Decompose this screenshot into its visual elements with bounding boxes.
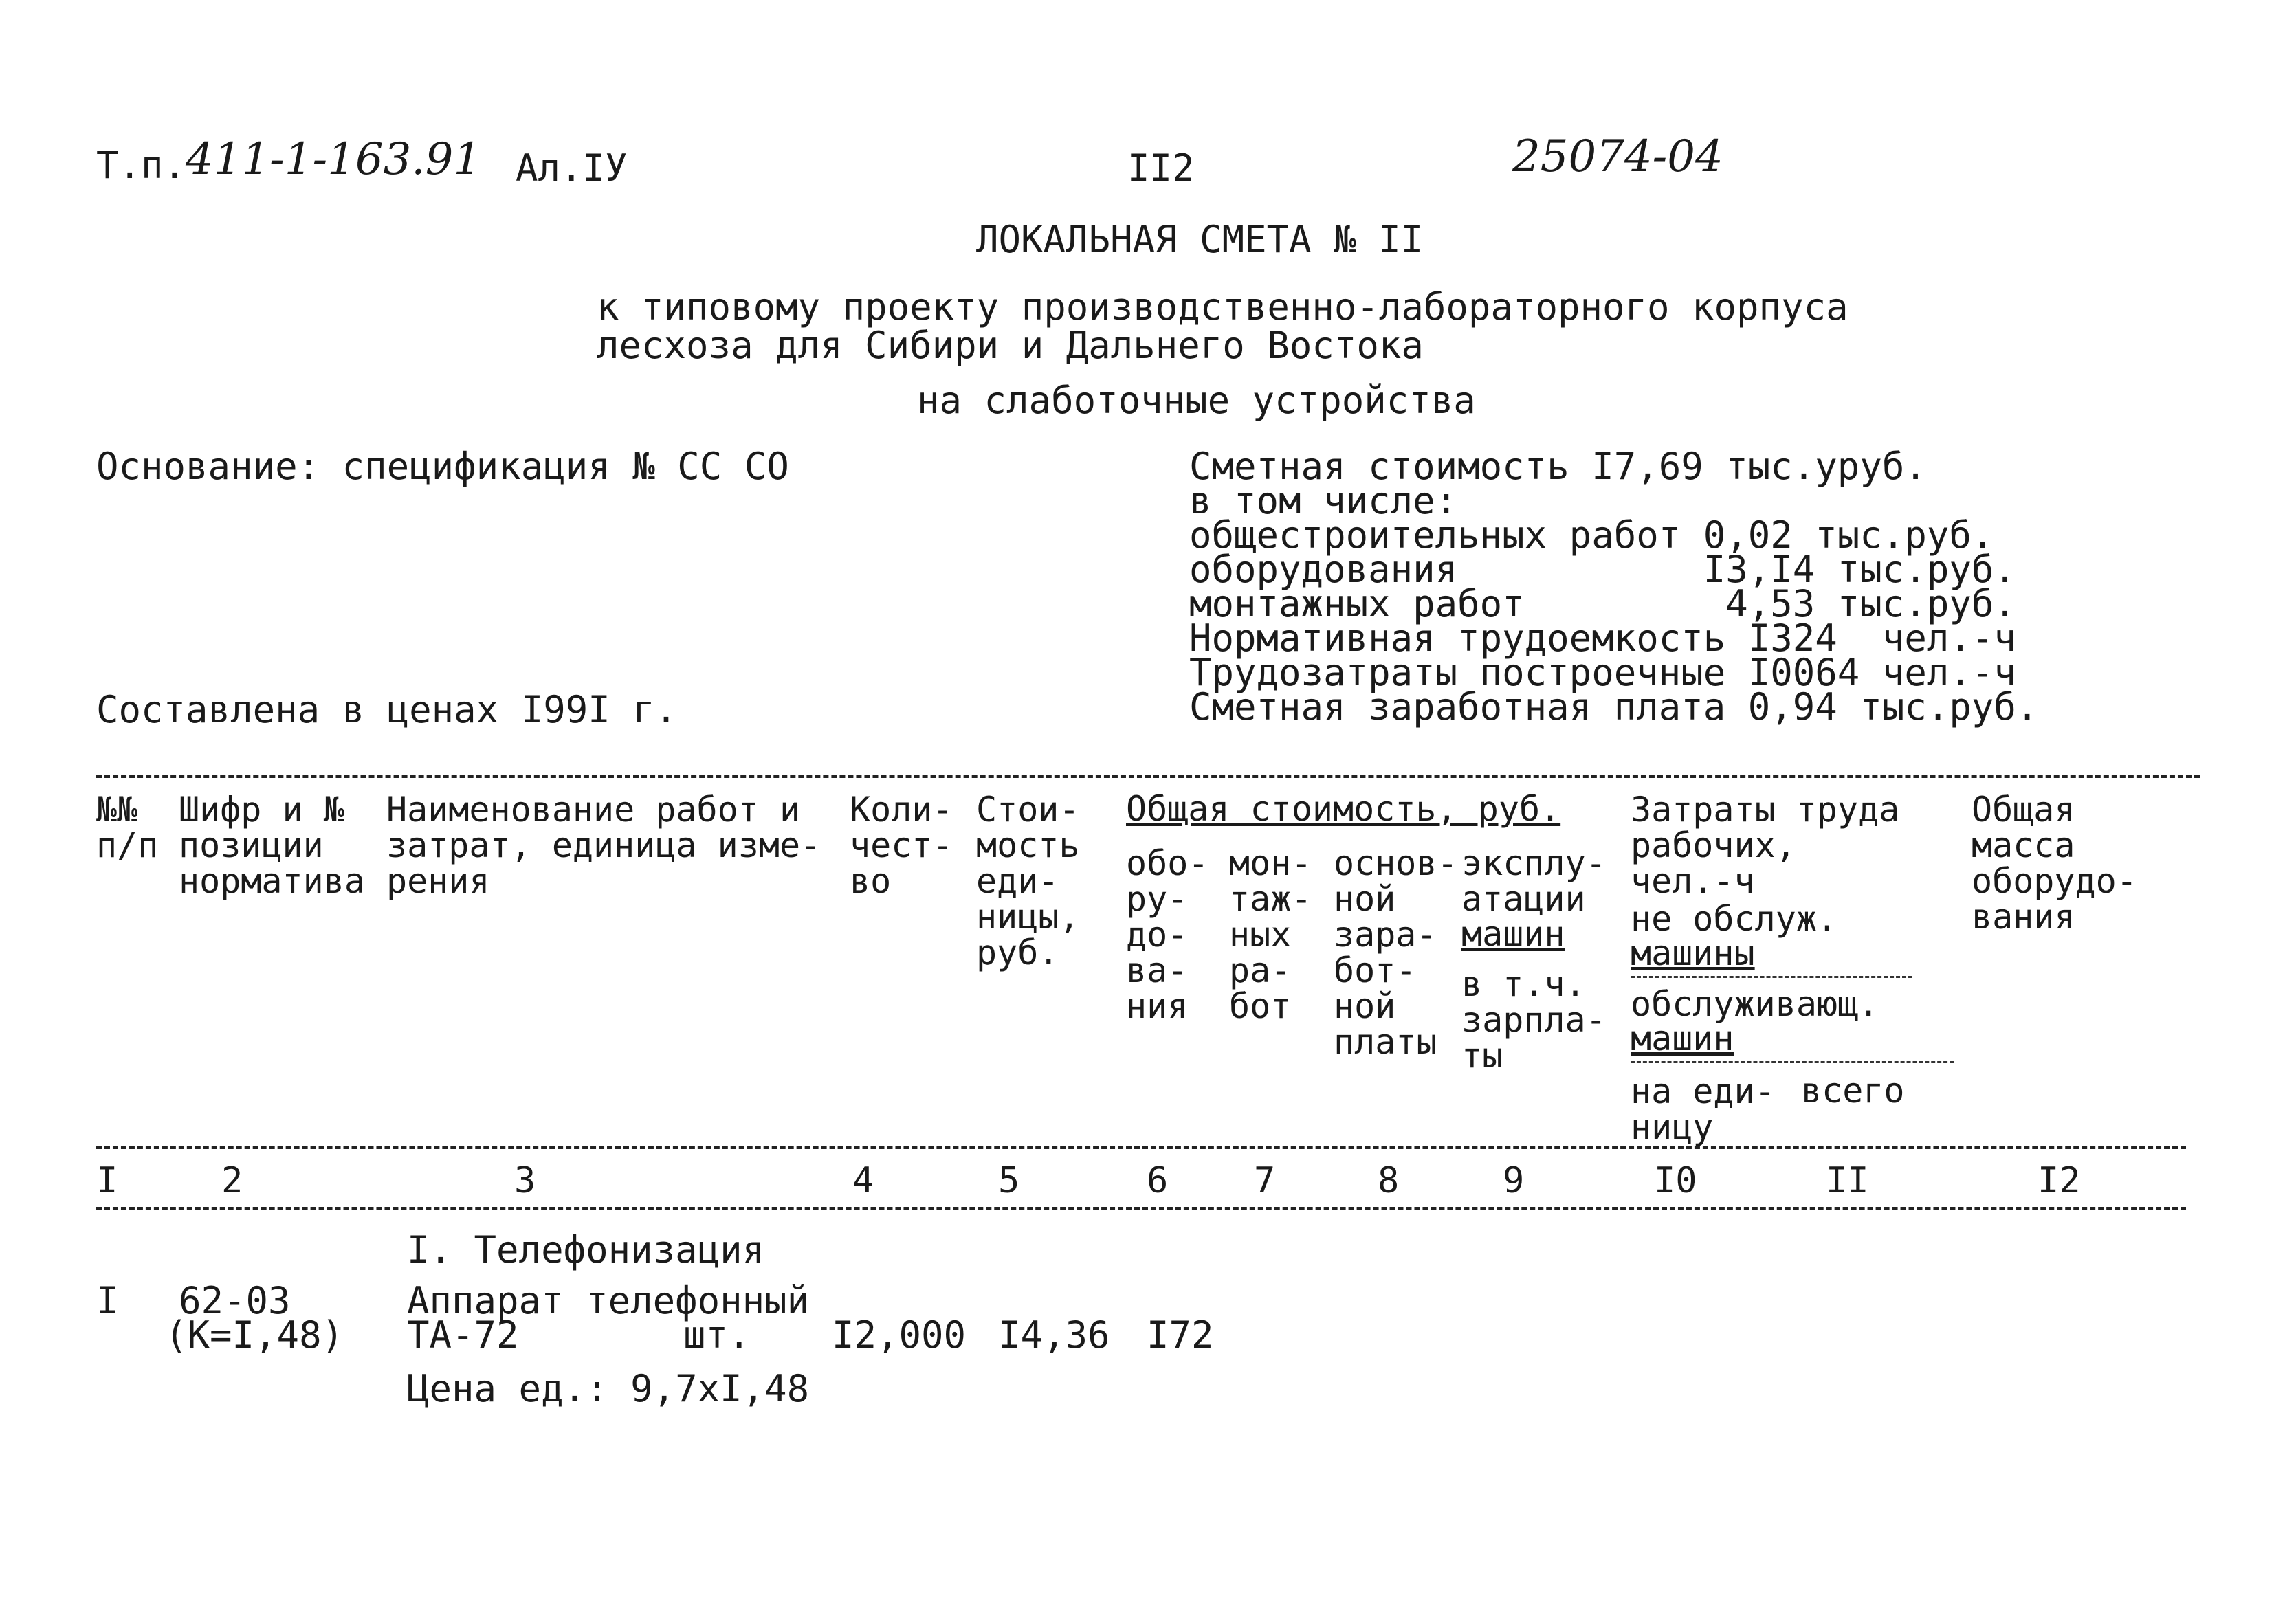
labor-divider-2 — [1631, 1061, 1954, 1063]
basis-text: Основание: спецификация № СС СО — [96, 445, 789, 488]
summary-including: в том числе: — [1189, 479, 1458, 522]
row-equipment-cost: I72 — [1147, 1313, 1214, 1357]
column-number-7: 7 — [1254, 1160, 1276, 1201]
column-number-5: 5 — [998, 1160, 1020, 1201]
estimate-subject: на слаботочные устройства — [917, 379, 1476, 422]
col-header-name: Наименование работ и затрат, единица изме- рения — [386, 790, 821, 901]
row-name-model: ТА-72 — [407, 1313, 519, 1357]
col-header-equipment: обо- ру- до- ва- ния — [1126, 843, 1209, 1026]
column-number-11: II — [1826, 1160, 1869, 1201]
prices-year-text: Составлена в ценах I99I г. — [96, 688, 678, 731]
col-header-machines: машин — [1461, 914, 1565, 954]
col-header-not-serving-machines: машины — [1631, 933, 1755, 973]
doc-number-handwritten: 411-1-163.91 — [186, 134, 482, 185]
project-subtitle-line1: к типовому проекту производственно-лабораторного корпуса — [597, 285, 1848, 329]
col-header-per-unit: на еди- ницу — [1631, 1071, 1776, 1147]
summary-total-cost: Сметная стоимость I7,69 тыс.уруб. — [1189, 445, 1927, 488]
col-header-total: всего — [1801, 1071, 1905, 1111]
column-number-1: I — [96, 1160, 118, 1201]
summary-site-labor: Трудозатраты построечные I0064 чел.-ч — [1189, 651, 2016, 694]
column-numbers-rule — [96, 1207, 2186, 1210]
row-price-note: Цена ед.: 9,7хI,48 — [407, 1367, 810, 1410]
column-number-12: I2 — [2038, 1160, 2081, 1201]
row-code: 62-03 — [179, 1279, 291, 1322]
section-title: I. Телефонизация — [407, 1228, 765, 1271]
col-header-equipment-mass: Общая масса оборудо- вания — [1972, 790, 2137, 937]
row-code-coefficient: (К=I,48) — [165, 1313, 344, 1357]
summary-equipment: оборудования I3,I4 тыс.руб. — [1189, 548, 2016, 591]
doc-prefix: Т.п. — [96, 144, 186, 187]
estimate-title: ЛОКАЛЬНАЯ СМЕТА № II — [976, 218, 1424, 261]
column-number-9: 9 — [1503, 1160, 1525, 1201]
row-quantity: I2,000 — [832, 1313, 967, 1357]
col-group-total-cost: Общая стоимость, руб. — [1126, 789, 1561, 829]
table-header-rule — [96, 1146, 2186, 1149]
column-number-2: 2 — [221, 1160, 243, 1201]
row-name: Аппарат телефонный — [407, 1279, 810, 1322]
col-header-not-serving: не обслуж. — [1631, 899, 1838, 939]
archive-number-handwritten: 25074-04 — [1512, 131, 1723, 182]
row-unit: шт. — [683, 1313, 751, 1357]
column-number-10: I0 — [1654, 1160, 1697, 1201]
column-number-4: 4 — [852, 1160, 874, 1201]
column-number-3: 3 — [514, 1160, 536, 1201]
summary-installation: монтажных работ 4,53 тыс.руб. — [1189, 582, 2016, 625]
row-unit-cost: I4,36 — [998, 1313, 1110, 1357]
col-header-incl-wages: в т.ч. зарпла- ты — [1461, 964, 1607, 1076]
project-subtitle-line2: лесхоза для Сибири и Дальнего Востока — [597, 324, 1424, 367]
col-header-unit-cost: Стои- мость еди- ницы, руб. — [976, 790, 1080, 972]
col-header-machine-operation: эксплу- атации — [1461, 843, 1607, 919]
summary-general-construction: общестроительных работ 0,02 тыс.руб. — [1189, 513, 1994, 557]
album-label: Ал.IУ — [516, 146, 628, 190]
col-header-serving-machines: машин — [1631, 1019, 1734, 1058]
column-number-6: 6 — [1147, 1160, 1169, 1201]
labor-divider-1 — [1631, 976, 1912, 978]
summary-normative-labor: Нормативная трудоемкость I324 чел.-ч — [1189, 616, 2016, 660]
col-header-quantity: Коли- чест- во — [850, 790, 953, 901]
summary-wages: Сметная заработная плата 0,94 тыс.руб. — [1189, 685, 2039, 728]
col-header-number: №№ п/п — [96, 790, 159, 865]
table-top-rule — [96, 775, 2200, 778]
col-header-code: Шифр и № позиции норматива — [179, 790, 365, 901]
row-number: I — [96, 1279, 119, 1322]
col-header-serving: обслуживающ. — [1631, 984, 1879, 1024]
col-header-base-wages: основ- ной зара- бот- ной платы — [1334, 843, 1458, 1062]
col-group-labor: Затраты труда рабочих, чел.-ч — [1631, 790, 1900, 901]
col-header-installation: мон- таж- ных ра- бот — [1229, 843, 1312, 1026]
column-number-8: 8 — [1378, 1160, 1400, 1201]
page-number: II2 — [1127, 146, 1195, 190]
